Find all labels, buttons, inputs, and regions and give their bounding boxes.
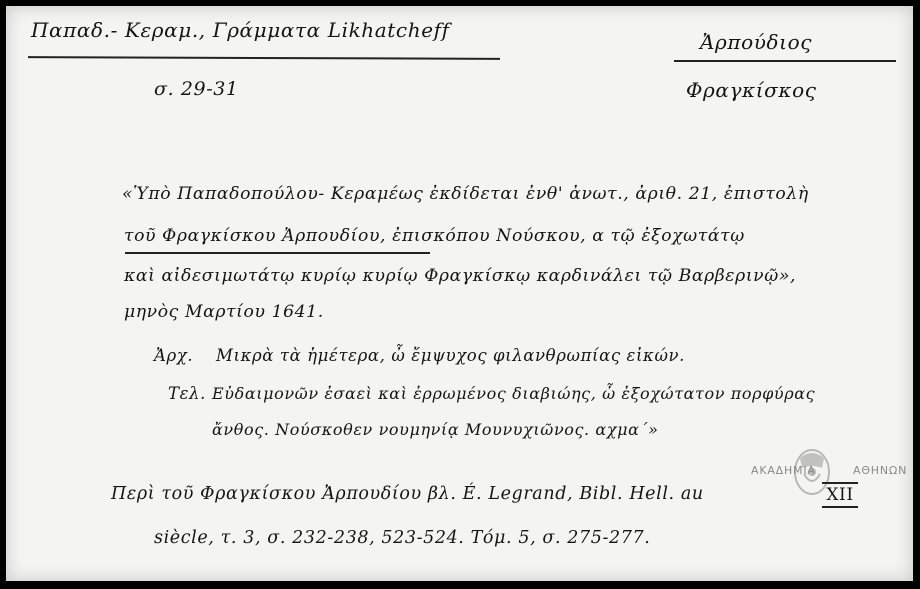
index-card (6, 6, 913, 581)
entry-line-4: μηνὸς Μαρτίου 1641. (124, 302, 324, 322)
entry-line-3: καὶ αἰδεσιμωτάτῳ κυρίῳ κυρίῳ Φραγκίσκῳ καρδινάλει τῷ Βαρβερινῷ», (124, 266, 797, 286)
explicit-label: Τελ. (168, 384, 206, 403)
reference-century: XII (822, 482, 858, 508)
author-surname: Ἀρπούδιος (700, 30, 813, 54)
entry-line-1: «Ὑπὸ Παπαδοπούλου- Κεραμέως ἐκδίδεται ἐνθ' ἀνωτ., ἀριθ. 21, ἐπιστολὴ (122, 184, 809, 204)
stamp-text-left: ΑΚΑΔΗΜΙΑ (751, 464, 816, 477)
author-given-name: Φραγκίσκος (686, 78, 817, 102)
explicit-text-2: ἄνθος. Νούσκοθεν νουμηνίᾳ Μουνυχιῶνος. αχμα΄» (212, 420, 659, 439)
stamp-text-right: ΑΘΗΝΩΝ (853, 464, 908, 477)
incipit-label: Ἀρχ. (154, 346, 194, 365)
incipit-text: Μικρὰ τὰ ἡμέτερα, ὦ ἔμψυχος φιλανθρωπίας εἰκών. (216, 346, 685, 365)
entry-line-2: τοῦ Φραγκίσκου Ἀρπουδίου, ἐπισκόπου Νούσκου, α τῷ ἐξοχωτάτῳ (124, 226, 745, 246)
explicit-text-1: Εὐδαιμονῶν ἐσαεὶ καὶ ἐρρωμένος διαβιώης, ὦ ἐξοχώτατον πορφύρας (212, 384, 816, 403)
reference-line-2: siècle, τ. 3, σ. 232-238, 523-524. Τόμ. 5, σ. 275-277. (154, 528, 651, 548)
entry-underline (125, 252, 430, 254)
header-pages: σ. 29-31 (154, 78, 239, 100)
reference-line-1: Περὶ τοῦ Φραγκίσκου Ἀρπουδίου βλ. É. Legrand, Bibl. Hell. au (111, 484, 704, 504)
author-rule (674, 60, 896, 62)
card-header-title: Παπαδ.- Κεραμ., Γράμματα Likhatcheff (31, 18, 450, 42)
header-rule (28, 56, 500, 60)
